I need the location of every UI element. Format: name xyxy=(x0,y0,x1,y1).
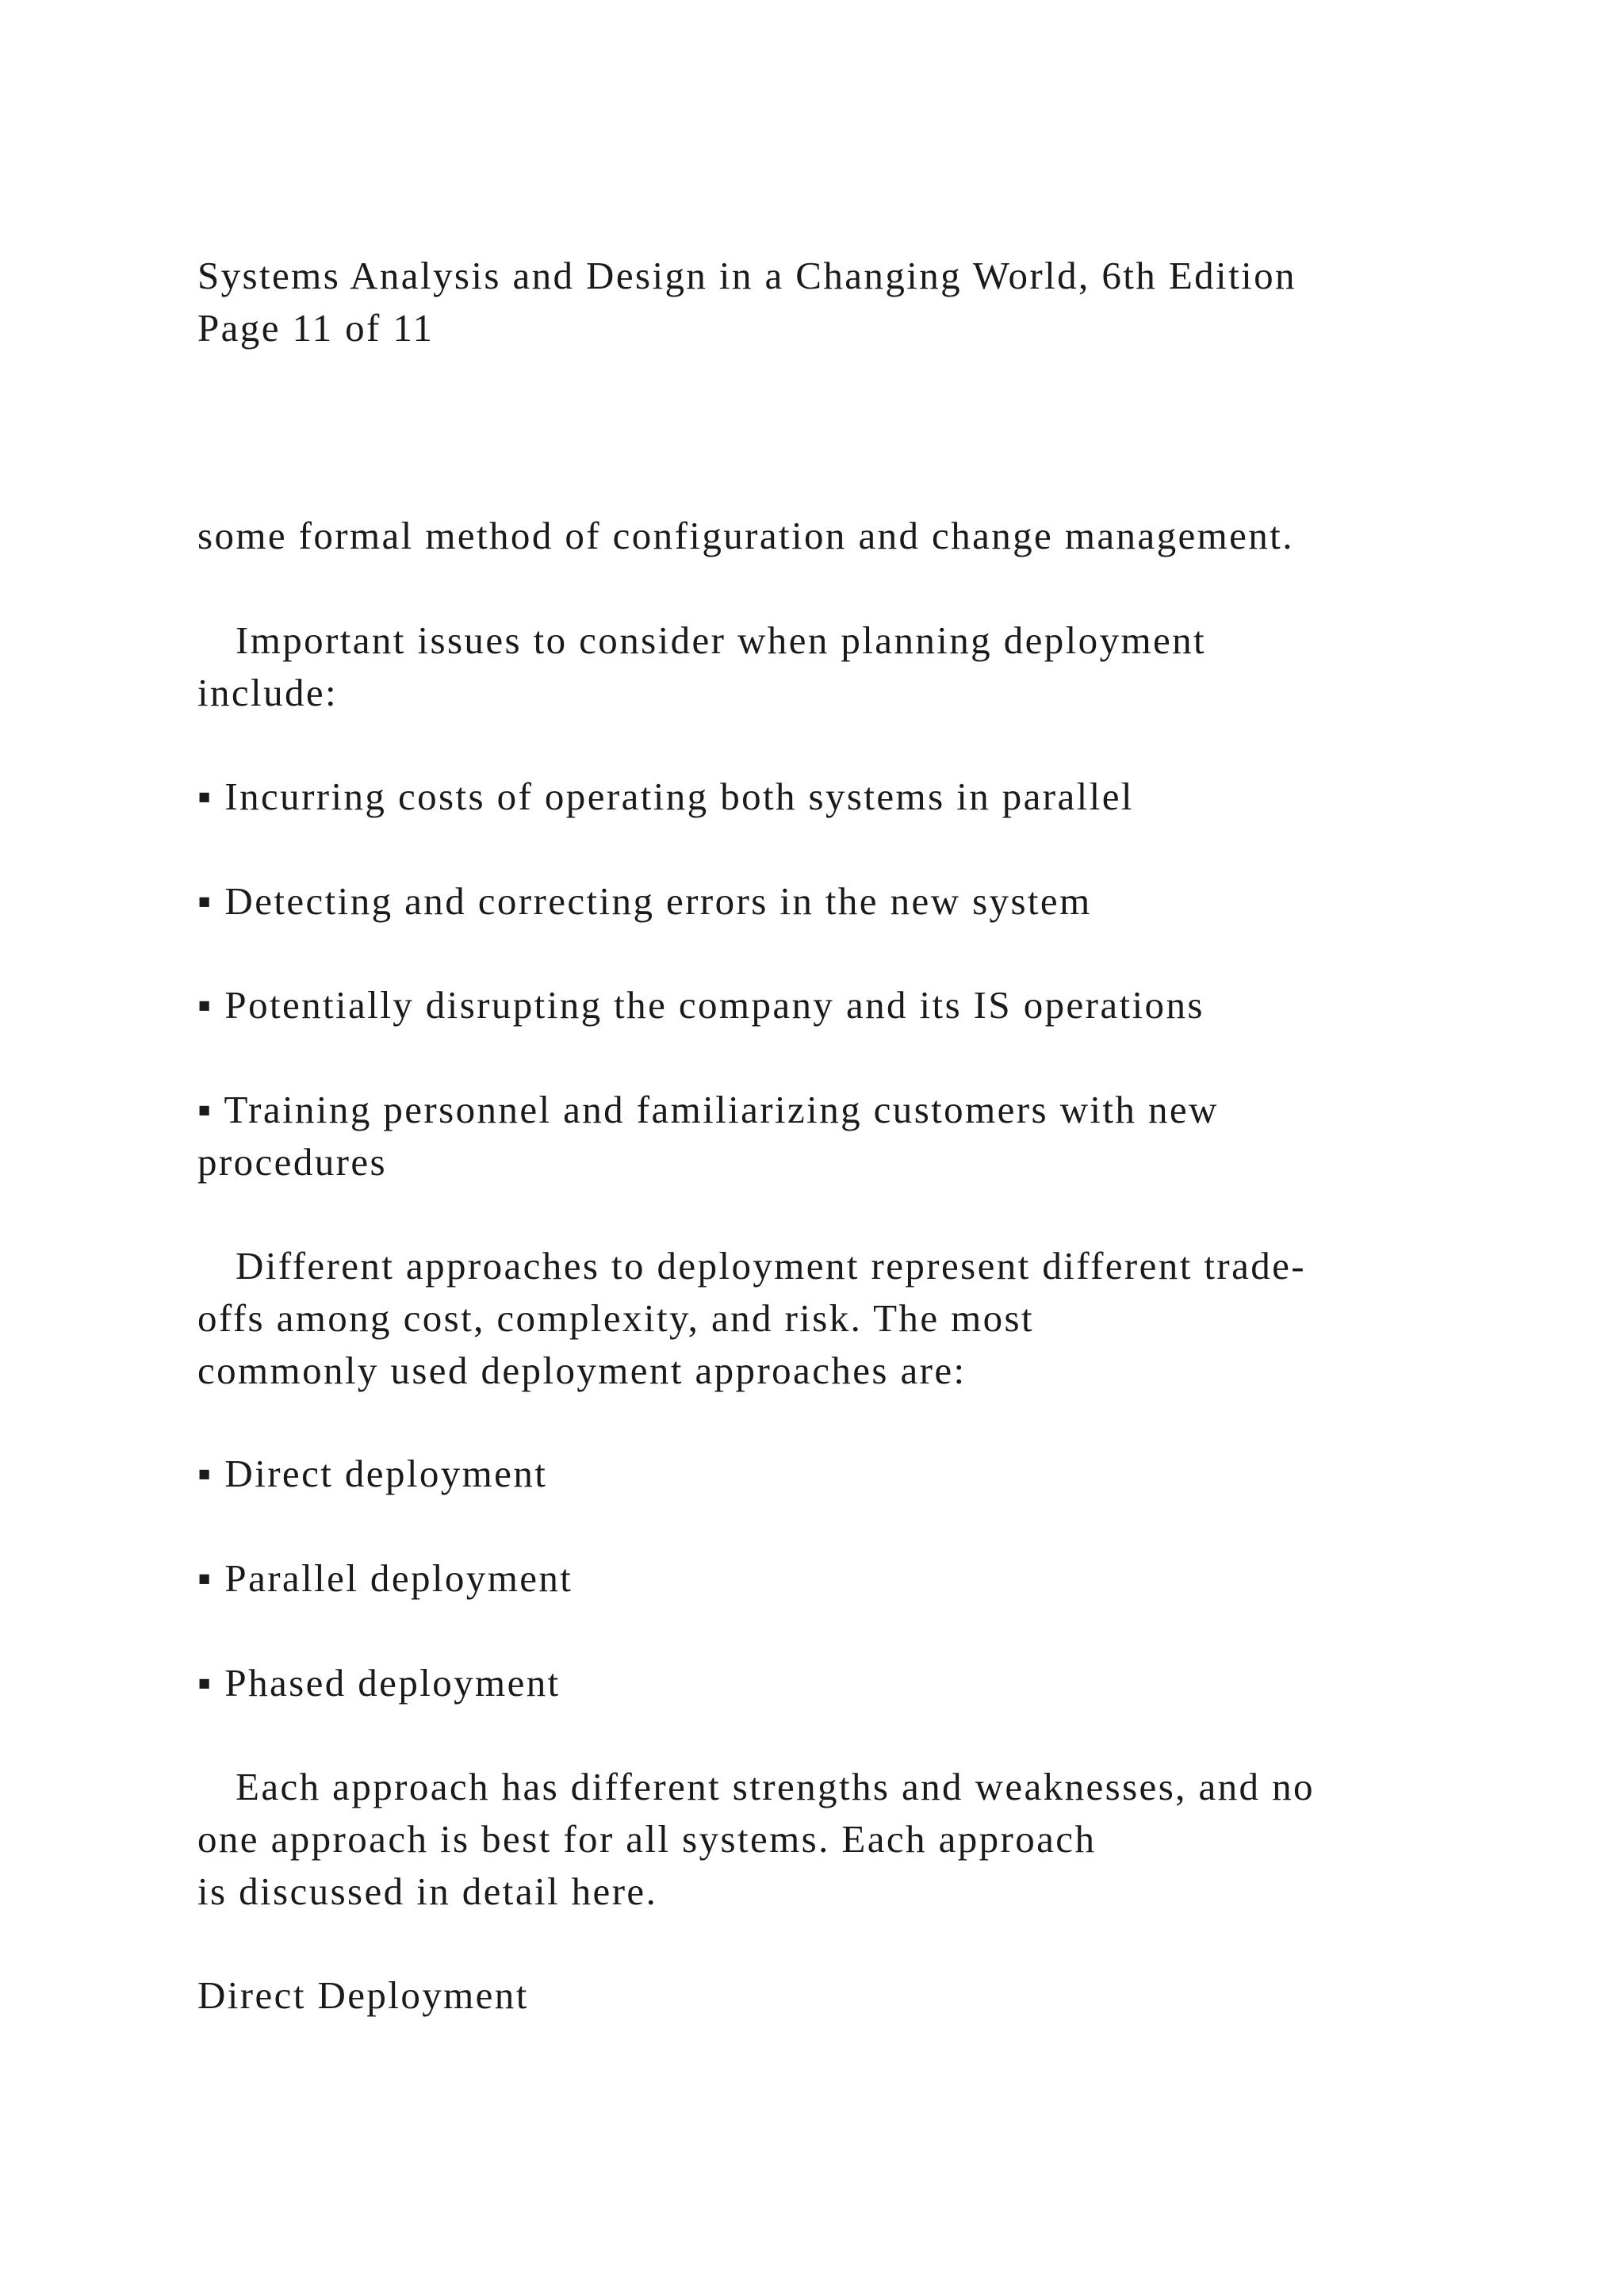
book-title: Systems Analysis and Design in a Changing World, 6th Edition xyxy=(197,254,1297,297)
bullet-issue-1 xyxy=(197,771,1482,823)
list-item: ▪ Direct deployment xyxy=(197,1452,548,1495)
list-item: ▪ Parallel deployment xyxy=(197,1556,573,1600)
page-header xyxy=(197,250,1482,354)
list-item: ▪ Detecting and correcting errors in the new system xyxy=(197,879,1092,923)
bullet-approach-3 xyxy=(197,1657,1482,1709)
list-item: ▪ Training personnel and familiarizing customers with new xyxy=(197,1088,1219,1131)
paragraph-line: is discussed in detail here. xyxy=(197,1869,658,1913)
bullet-issue-4 xyxy=(197,1084,1482,1188)
bullet-issue-3 xyxy=(197,979,1482,1031)
paragraph-line: commonly used deployment approaches are: xyxy=(197,1349,967,1392)
paragraph-2 xyxy=(197,614,1482,719)
list-item: ▪ Potentially disrupting the company and its IS operations xyxy=(197,983,1205,1027)
list-item-continuation: procedures xyxy=(197,1140,387,1184)
paragraph-line: one approach is best for all systems. Each approach xyxy=(197,1817,1097,1861)
paragraph-line: Each approach has different strengths and weaknesses, and no xyxy=(236,1765,1315,1808)
paragraph-3 xyxy=(197,1240,1482,1397)
paragraph-line: Different approaches to deployment represent different trade- xyxy=(236,1244,1307,1288)
section-heading xyxy=(197,1969,1482,2022)
bullet-approach-2 xyxy=(197,1552,1482,1605)
paragraph-1 xyxy=(197,510,1482,562)
bullet-issue-2 xyxy=(197,875,1482,928)
list-item: ▪ Incurring costs of operating both systems in parallel xyxy=(197,775,1134,818)
bullet-approach-1 xyxy=(197,1448,1482,1500)
paragraph-line: include: xyxy=(197,671,339,714)
list-item: ▪ Phased deployment xyxy=(197,1661,561,1705)
heading-text: Direct Deployment xyxy=(197,1973,529,2017)
paragraph-line: Important issues to consider when planning deployment xyxy=(236,618,1207,662)
paragraph-4 xyxy=(197,1761,1482,1918)
page-number: Page 11 of 11 xyxy=(197,306,435,350)
paragraph-line: offs among cost, complexity, and risk. The most xyxy=(197,1296,1035,1340)
paragraph-text: some formal method of configuration and change management. xyxy=(197,514,1294,557)
